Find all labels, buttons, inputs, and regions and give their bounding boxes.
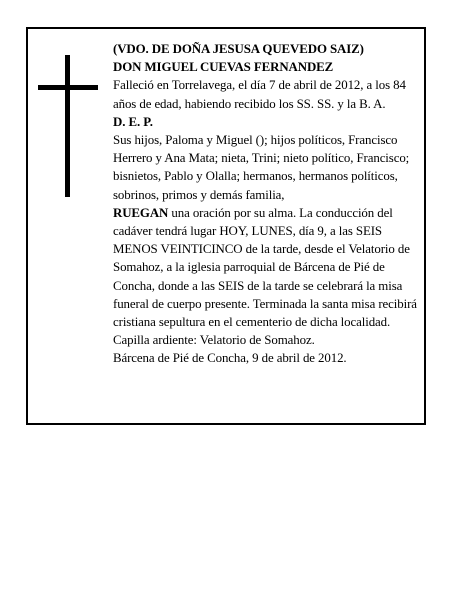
cross-icon <box>38 55 98 197</box>
deceased-name: DON MIGUEL CUEVAS FERNANDEZ <box>113 60 334 75</box>
widow-header: (VDO. DE DOÑA JESUSA QUEVEDO SAIZ) <box>113 42 364 56</box>
prayer-request: una oración por su alma. La conducción del cadáver tendrá lugar HOY, LUNES, día 9, a las SEIS MENOS VEINTICINCO de la tarde, desde el Velatorio de Somahoz, a la iglesia parroquial de Bárcena de Pié de Concha, donde a las SEIS de la tarde se celebrará la misa funeral de cuerpo presente. Terminada la santa misa recibirá cristiana sepultura en el cementerio de dicha localidad. Capilla ardiente: Velatorio de Somahoz. <box>113 205 417 348</box>
place-date: Bárcena de Pié de Concha, 9 de abril de 2012. <box>113 351 347 366</box>
obituary-text <box>113 40 425 368</box>
death-statement: Falleció en Torrelavega, el día 7 de abril de 2012, a los 84 años de edad, habiendo recibido los SS. SS. y la B. A. <box>113 78 406 111</box>
prayer-paragraph <box>113 204 425 350</box>
ruegan-word: RUEGAN <box>113 205 169 220</box>
dep-line: D. E. P. <box>113 114 153 129</box>
family-statement: Sus hijos, Paloma y Miguel (); hijos políticos, Francisco Herrero y Ana Mata; nieta, Trini; nieto político, Francisco; bisnietos, Pablo y Olalla; hermanos, hermanos políticos, sobrinos, primos y demás familia, <box>113 133 410 202</box>
